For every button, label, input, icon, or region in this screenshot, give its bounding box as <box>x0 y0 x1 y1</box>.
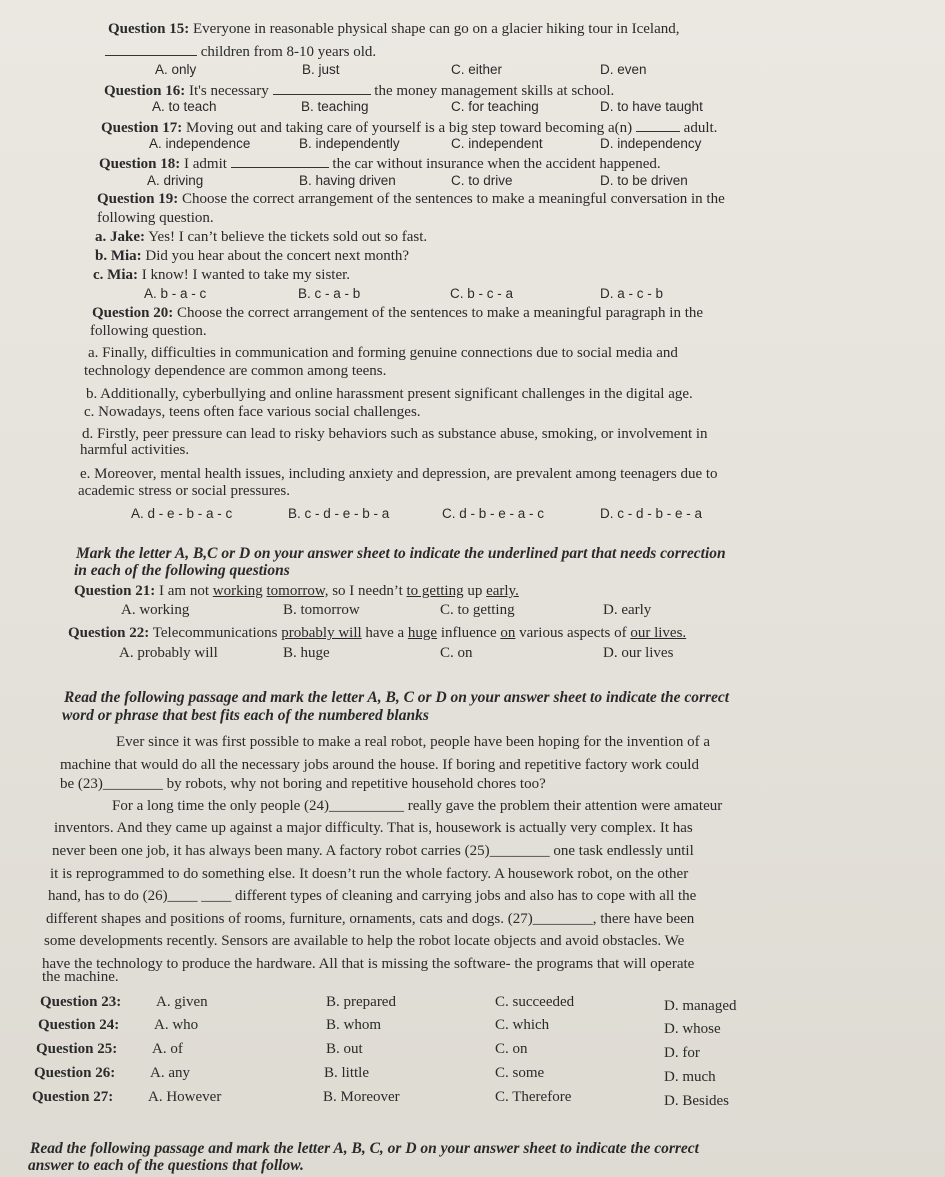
option-b: B. tomorrow <box>283 602 360 618</box>
option-a: A. independence <box>149 136 251 151</box>
option-d: D. independency <box>600 136 702 151</box>
option-b: B. c - d - e - b - a <box>288 506 390 521</box>
option-d: D. a - c - b <box>600 286 664 301</box>
q20-sentence-e-2: academic stress or social pressures. <box>78 483 291 499</box>
passage-line: different shapes and positions of rooms, furniture, ornaments, cats and dogs. (27)________, there have been <box>46 911 695 927</box>
option-c: C. some <box>495 1065 545 1081</box>
option-a: A. any <box>150 1065 190 1081</box>
option-c: C. on <box>440 645 473 661</box>
option-c: C. Therefore <box>495 1089 572 1105</box>
option-d: D. managed <box>664 998 737 1014</box>
passage-line: Ever since it was first possible to make a real robot, people have been hoping for the invention of a <box>116 734 710 750</box>
option-b: B. teaching <box>301 99 369 114</box>
question-label: Question 27: <box>32 1089 114 1105</box>
q20-sentence-a: a. Finally, difficulties in communication and forming genuine connections due to social media and <box>88 345 678 361</box>
q15-stem-2: children from 8-10 years old. <box>105 41 376 62</box>
option-b: B. prepared <box>326 994 396 1010</box>
option-c: C. to getting <box>440 602 515 618</box>
passage-line: inventors. And they came up against a major difficulty. That is, housework is actually very complex. It has <box>54 820 693 836</box>
option-d: D. even <box>600 62 647 77</box>
q16-stem: Question 16: It's necessary the money management skills at school. <box>104 80 614 101</box>
option-c: C. for teaching <box>451 99 539 114</box>
option-a: A. d - e - b - a - c <box>131 506 233 521</box>
question-label: Question 26: <box>34 1065 116 1081</box>
option-a: A. However <box>148 1089 222 1105</box>
option-d: D. our lives <box>603 645 674 661</box>
option-a: A. of <box>152 1041 183 1057</box>
passage-line: have the technology to produce the hardware. All that is missing the software- the programs that will operate <box>42 956 695 972</box>
passage-line: For a long time the only people (24)__________ really gave the problem their attention were amateur <box>112 798 723 814</box>
option-d: D. to have taught <box>600 99 703 114</box>
option-b: B. independently <box>299 136 400 151</box>
option-b: B. little <box>324 1065 369 1081</box>
question-label: Question 24: <box>38 1017 120 1033</box>
section-cloze-heading: Read the following passage and mark the letter A, B, C or D on your answer sheet to indicate the correct <box>64 689 730 706</box>
option-c: C. to drive <box>451 173 513 188</box>
option-c: C. independent <box>451 136 543 151</box>
section-reading-heading-2: answer to each of the questions that follow. <box>28 1157 304 1174</box>
passage-line: never been one job, it has always been many. A factory robot carries (25)________ one task endlessly until <box>52 843 694 859</box>
passage-line: be (23)________ by robots, why not boring and repetitive household chores too? <box>60 776 546 792</box>
option-a: A. probably will <box>119 645 218 661</box>
option-c: C. b - c - a <box>450 286 514 301</box>
q20-stem: Question 20: Choose the correct arrangement of the sentences to make a meaningful paragraph in the <box>92 305 704 321</box>
q15-stem: Question 15: Everyone in reasonable physical shape can go on a glacier hiking tour in Iceland, <box>108 21 680 37</box>
section-reading-heading: Read the following passage and mark the letter A, B, C, or D on your answer sheet to indicate the correct <box>30 1140 699 1157</box>
option-d: D. to be driven <box>600 173 688 188</box>
option-a: A. given <box>156 994 208 1010</box>
option-c: C. either <box>451 62 503 77</box>
q17-stem: Question 17: Moving out and taking care of yourself is a big step toward becoming a(n) adult. <box>101 117 717 138</box>
option-d: D. whose <box>664 1021 721 1037</box>
q18-stem: Question 18: I admit the car without insurance when the accident happened. <box>99 153 661 174</box>
option-d: D. for <box>664 1045 700 1061</box>
option-b: B. whom <box>326 1017 382 1033</box>
question-label: Question 25: <box>36 1041 118 1057</box>
q20-sentence-d-2: harmful activities. <box>80 442 190 458</box>
question-label: Question 23: <box>40 994 122 1010</box>
q19-line-c: c. Mia: I know! I wanted to take my sister. <box>93 267 351 283</box>
q22-stem: Question 22: Telecommunications probably will have a huge influence on various aspects of our lives. <box>68 625 687 641</box>
option-d: D. much <box>664 1069 716 1085</box>
option-b: B. just <box>302 62 340 77</box>
section-error-heading: Mark the letter A, B,C or D on your answer sheet to indicate the underlined part that needs correction <box>76 545 726 562</box>
option-a: A. to teach <box>152 99 217 114</box>
q20-sentence-e: e. Moreover, mental health issues, including anxiety and depression, are prevalent among teenagers due to <box>80 466 718 482</box>
option-c: C. succeeded <box>495 994 575 1010</box>
passage-line: hand, has to do (26)____ ____ different types of cleaning and carrying jobs and also has to cope with all the <box>48 888 697 904</box>
option-b: B. out <box>326 1041 363 1057</box>
option-c: C. d - b - e - a - c <box>442 506 545 521</box>
q20-sentence-a-2: technology dependence are common among teens. <box>84 363 387 379</box>
q20-stem-2: following question. <box>90 323 207 339</box>
q20-sentence-b: b. Additionally, cyberbullying and online harassment present significant challenges in the digital age. <box>86 386 693 402</box>
option-a: A. only <box>155 62 197 77</box>
q19-stem: Question 19: Choose the correct arrangement of the sentences to make a meaningful conversation in the <box>97 191 725 207</box>
passage-line: machine that would do all the necessary jobs around the house. If boring and repetitive factory work could <box>60 757 699 773</box>
option-d: D. early <box>603 602 652 618</box>
passage-line: it is reprogrammed to do something else. It doesn’t run the whole factory. A housework robot, on the other <box>50 866 689 882</box>
section-error-heading-2: in each of the following questions <box>74 562 290 579</box>
q19-stem-2: following question. <box>97 210 214 226</box>
section-cloze-heading-2: word or phrase that best fits each of the numbered blanks <box>62 707 429 724</box>
q20-sentence-d: d. Firstly, peer pressure can lead to risky behaviors such as substance abuse, smoking, or involvement in <box>82 426 708 442</box>
q21-stem: Question 21: I am not working tomorrow, so I needn’t to getting up early. <box>74 583 519 599</box>
q20-sentence-c: c. Nowadays, teens often face various social challenges. <box>84 404 421 420</box>
option-b: B. having driven <box>299 173 396 188</box>
option-d: D. Besides <box>664 1093 729 1109</box>
q19-line-b: b. Mia: Did you hear about the concert next month? <box>95 248 410 264</box>
option-b: B. huge <box>283 645 330 661</box>
option-c: C. on <box>495 1041 528 1057</box>
option-a: A. b - a - c <box>144 286 207 301</box>
option-b: B. c - a - b <box>298 286 361 301</box>
option-a: A. who <box>154 1017 199 1033</box>
option-d: D. c - d - b - e - a <box>600 506 703 521</box>
q19-line-a: a. Jake: Yes! I can’t believe the tickets sold out so fast. <box>95 229 428 245</box>
option-b: B. Moreover <box>323 1089 400 1105</box>
passage-line: the machine. <box>42 969 119 985</box>
option-a: A. driving <box>147 173 204 188</box>
option-c: C. which <box>495 1017 550 1033</box>
option-a: A. working <box>121 602 190 618</box>
passage-line: some developments recently. Sensors are available to help the robot locate objects and avoid obstacles. We <box>44 933 685 949</box>
